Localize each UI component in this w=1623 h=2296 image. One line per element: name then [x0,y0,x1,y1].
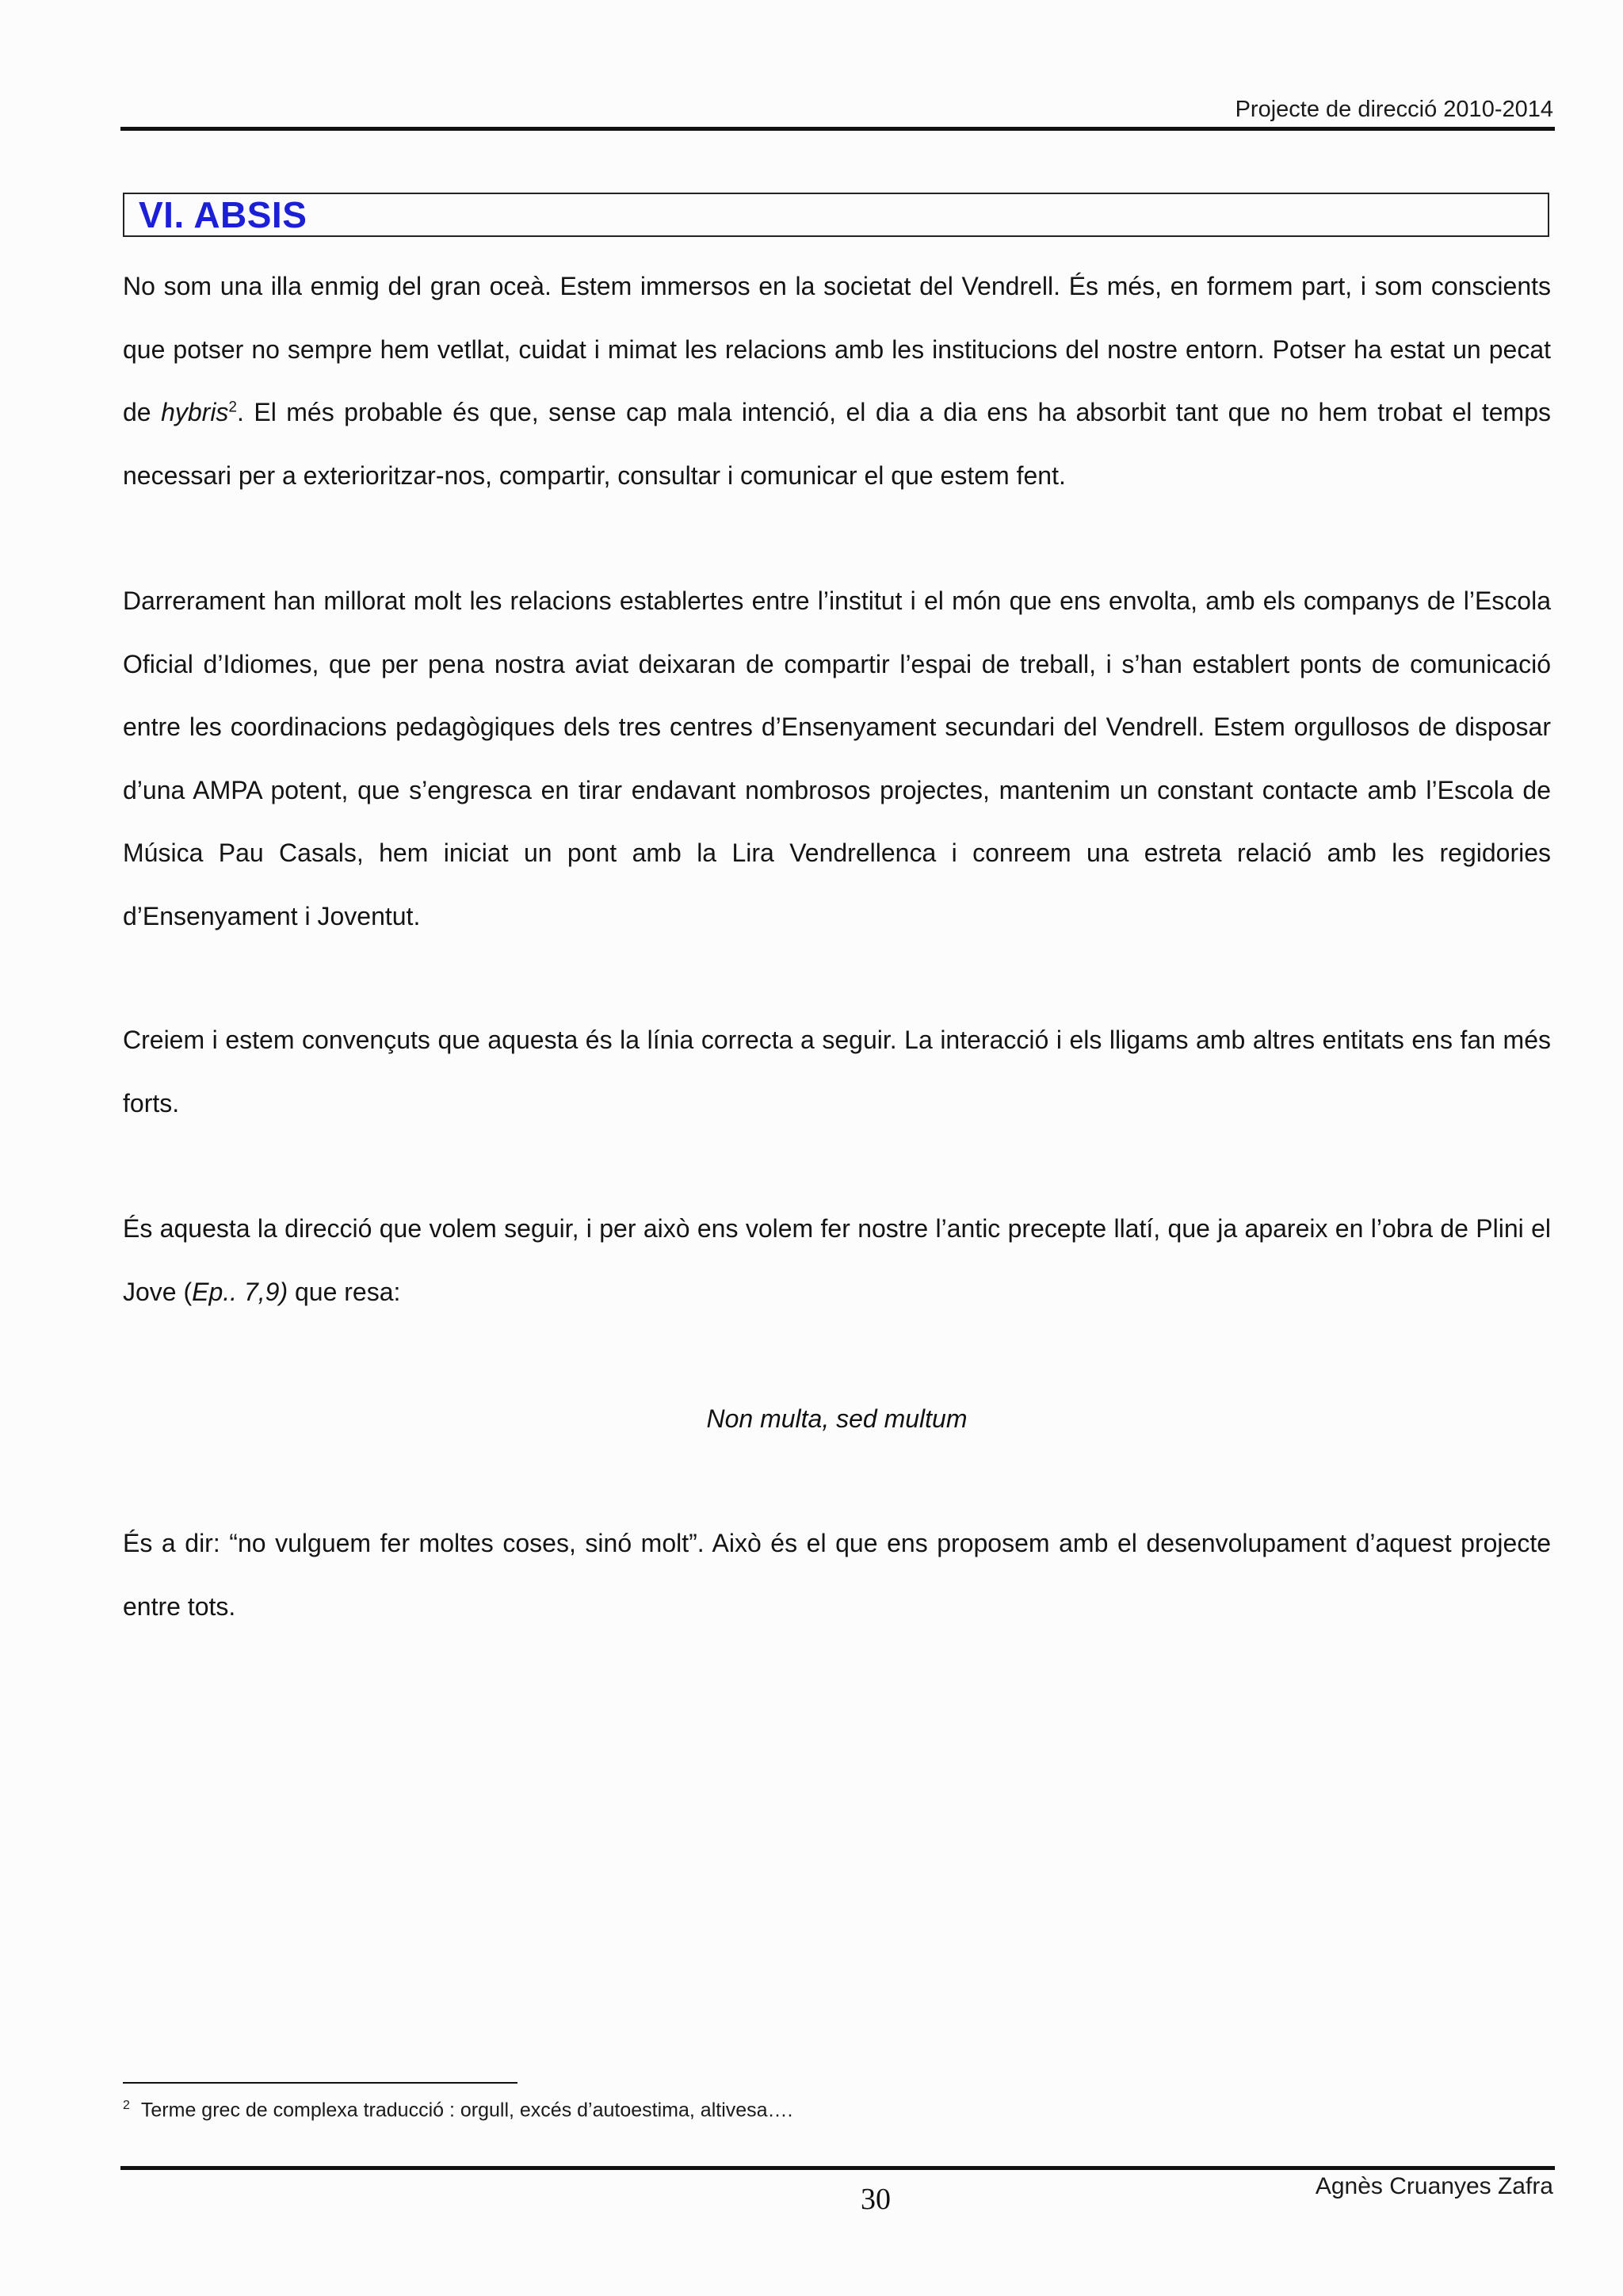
author-name: Agnès Cruanyes Zafra [1315,2173,1553,2199]
paragraph-4-text: És aquesta la direcció que volem seguir, i per això ens volem fer nostre l’antic precepte llatí, que ja apareix en l’obra de Plini el Jove ( [123,1214,1551,1306]
footnote-text: Terme grec de complexa traducció : orgull, excés d’autoestima, altivesa…. [140,2099,793,2122]
header-rule [120,127,1555,131]
paragraph-1-text: No som una illa enmig del gran oceà. Estem immersos en la societat del Vendrell. És més, en formem part, i som conscients que potser no sempre hem vetllat, cuidat i mimat les relacions amb les institucions del nostre entorn. Potser ha estat un pecat de [123,272,1551,426]
footnote [123,2099,793,2122]
paragraph-1 [123,255,1551,507]
hybris-term: hybris [161,398,229,426]
section-heading-box [123,193,1549,237]
footnote-separator [123,2082,517,2084]
paragraph-1-text-end: . El més probable és que, sense cap mala intenció, el dia a dia ens ha absorbit tant que no hem trobat el temps necessari per a exterioritzar-nos, compartir, consultar i comunicar el que estem fent. [123,398,1552,490]
footer-rule [120,2166,1555,2170]
footnote-reference[interactable]: 2 [228,399,237,416]
paragraph-2: Darrerament han millorat molt les relacions establertes entre l’institut i el món que ens envolta, amb els companys de l’Escola Oficial d’Idiomes, que per pena nostra aviat deixaran de compartir l’espai de treball, i s’han establert ponts de comunicació entre les coordinacions pedagògiques dels tres centres d’Ensenyament secundari del Vendrell. Estem orgullosos de disposar d’una AMPA potent, que s’engresca en tirar endavant nombrosos projectes, mantenim un constant contacte amb l’Escola de Música Pau Casals, hem iniciat un pont amb la Lira Vendrellenca i conreem una estreta relació amb les regidories d’Ensenyament i Joventut. [123,586,1551,930]
paragraph-5: És a dir: “no vulguem fer moltes coses, sinó molt”. Això és el que ens proposem amb el desenvolupament d’aquest projecte entre tots. [123,1529,1551,1621]
page-number: 30 [861,2183,891,2216]
paragraph-3: Creiem i estem convençuts que aquesta és la línia correcta a seguir. La interacció i els lligams amb altres entitats ens fan més forts. [123,1026,1551,1117]
footnote-mark: 2 [123,2099,130,2112]
section-title: VI. ABSIS [139,194,307,235]
paragraph-4 [123,1198,1551,1324]
paragraph-4-text-end: que resa: [288,1277,401,1306]
running-header: Projecte de direcció 2010-2014 [1235,97,1553,122]
citation: Ep.. 7,9) [192,1277,288,1306]
latin-motto: Non multa, sed multum [706,1404,968,1433]
